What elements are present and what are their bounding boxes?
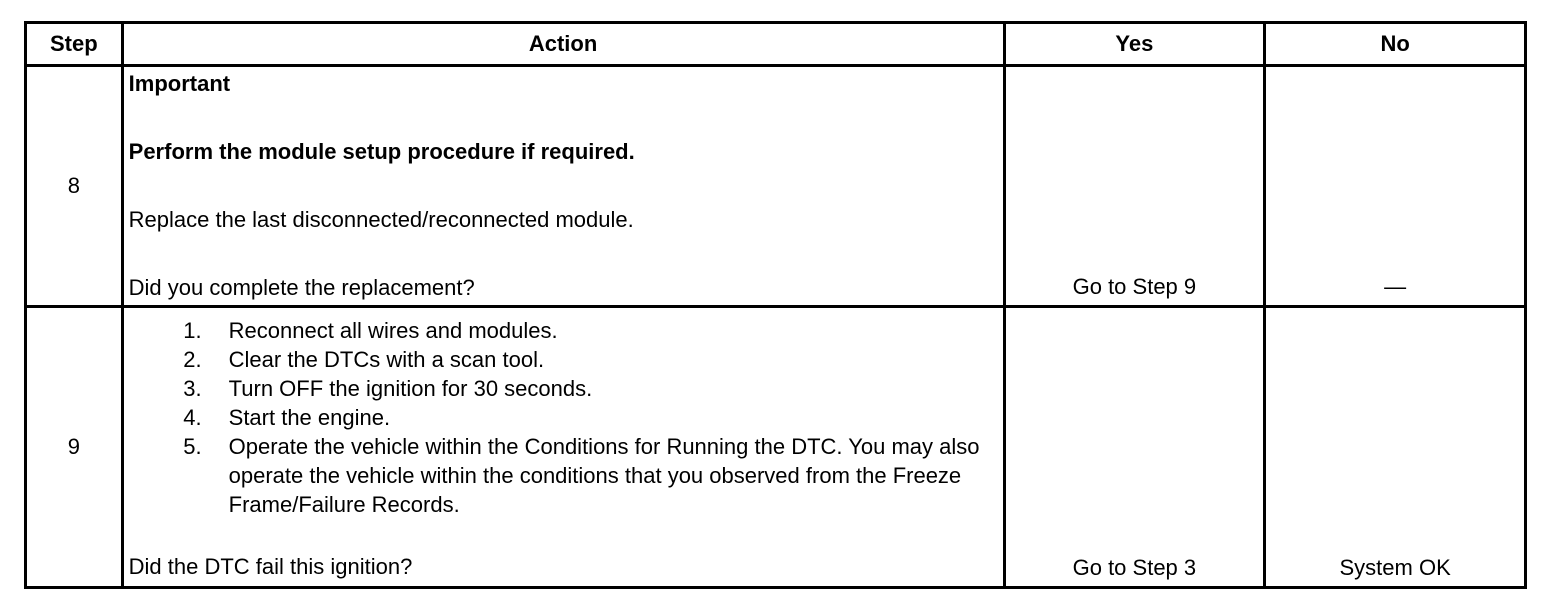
list-item-text: Operate the vehicle within the Conditions for Running the DTC. You may also operate the vehicle within the conditions that you observed from the Freeze Frame/Failure Records. <box>228 434 980 517</box>
diagnostic-table <box>24 21 1527 589</box>
list-item <box>129 403 989 432</box>
list-item-number: 5. <box>183 434 202 459</box>
list-item-number: 3. <box>183 376 202 401</box>
step-number: 8 <box>26 66 123 307</box>
list-item <box>129 316 989 345</box>
list-item <box>129 345 989 374</box>
list-item-number: 4. <box>183 405 202 430</box>
list-item-text: Turn OFF the ignition for 30 seconds. <box>228 376 593 401</box>
table-row-step-9 <box>26 307 1526 588</box>
yes-cell <box>1004 66 1265 307</box>
list-item-number: 1. <box>183 318 202 343</box>
no-cell <box>1265 307 1526 588</box>
action-cell <box>122 307 1004 588</box>
important-note: Perform the module setup procedure if required. <box>128 139 635 164</box>
list-item-text: Clear the DTCs with a scan tool. <box>228 347 545 372</box>
header-yes: Yes <box>1004 23 1265 66</box>
header-no: No <box>1265 23 1526 66</box>
question-text: Did the DTC fail this ignition? <box>128 554 413 579</box>
no-value: — <box>1384 274 1407 299</box>
list-item-text: Start the engine. <box>228 405 391 430</box>
list-item-number: 2. <box>183 347 202 372</box>
instruction-text: Replace the last disconnected/reconnected module. <box>128 207 634 232</box>
header-action: Action <box>122 23 1004 66</box>
list-item <box>129 432 989 519</box>
list-item <box>129 374 989 403</box>
yes-link[interactable]: Go to Step 3 <box>1072 555 1197 580</box>
no-value: System OK <box>1339 555 1451 580</box>
table-row-step-8 <box>26 66 1526 307</box>
action-cell <box>122 66 1004 307</box>
header-row <box>26 23 1526 66</box>
list-item-text: Reconnect all wires and modules. <box>228 318 558 343</box>
no-cell <box>1265 66 1526 307</box>
yes-cell <box>1004 307 1265 588</box>
step-number: 9 <box>26 307 123 588</box>
question-text: Did you complete the replacement? <box>128 275 475 300</box>
procedure-list <box>129 316 989 519</box>
header-step: Step <box>26 23 123 66</box>
important-label: Important <box>128 71 231 96</box>
yes-link[interactable]: Go to Step 9 <box>1072 274 1197 299</box>
